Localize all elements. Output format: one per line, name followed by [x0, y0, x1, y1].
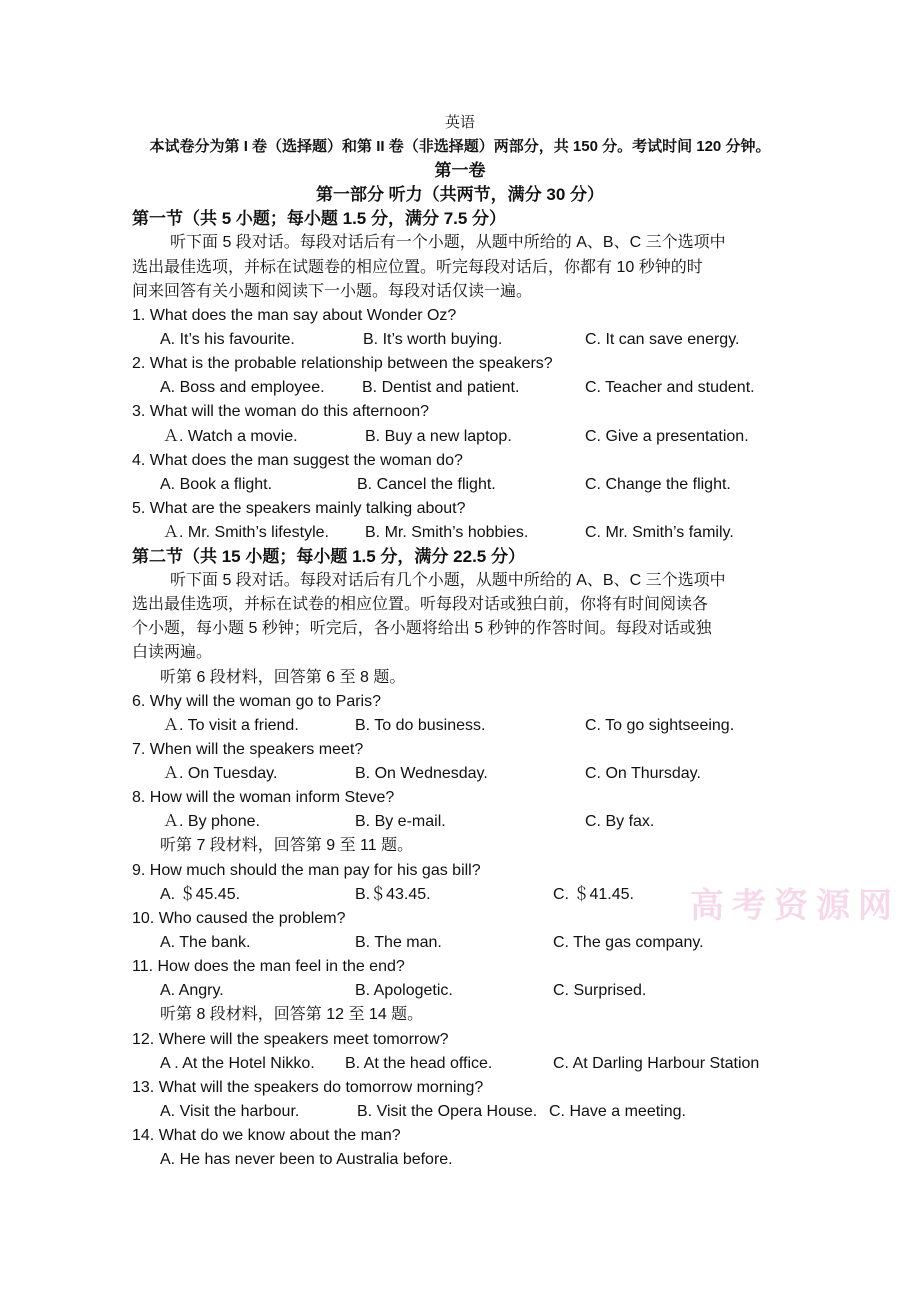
option-b: B. Visit the Opera House. — [357, 1103, 538, 1120]
question-1: 1. What does the man say about Wonder Oz? — [132, 307, 457, 324]
volume-heading: 第一卷 — [434, 161, 486, 180]
question-11: 11. How does the man feel in the end? — [132, 958, 405, 975]
option-b: B. Apologetic. — [355, 982, 453, 999]
section1-heading: 第一节（共 5 小题；每小题 1.5 分，满分 7.5 分） — [132, 209, 507, 228]
part-heading: 第一部分 听力（共两节，满分 30 分） — [315, 185, 605, 204]
option-c: C. ＄41.45. — [553, 886, 634, 903]
option-b: B. Cancel the flight. — [357, 476, 496, 493]
section2-instructions: 个小题，每小题 5 秒钟；听完后，各小题将给出 5 秒钟的作答时间。每段对话或独 — [132, 620, 712, 637]
watermark: 高考资源网 — [690, 887, 900, 925]
option-a: Ａ. Mr. Smith’s lifestyle. — [163, 524, 329, 541]
section2-heading: 第二节（共 15 小题；每小题 1.5 分，满分 22.5 分） — [132, 547, 525, 566]
option-a: A. Visit the harbour. — [160, 1103, 300, 1120]
material-8-note: 听第 8 段材料，回答第 12 至 14 题。 — [160, 1006, 424, 1023]
option-b: B. To do business. — [355, 717, 486, 734]
option-b: B. Dentist and patient. — [362, 379, 520, 396]
question-6: 6. Why will the woman go to Paris? — [132, 693, 381, 710]
section1-instructions: 选出最佳选项，并标在试题卷的相应位置。听完每段对话后，你都有 10 秒钟的时 — [132, 259, 703, 276]
option-c: C. At Darling Harbour Station — [553, 1055, 760, 1072]
option-a: A. The bank. — [160, 934, 251, 951]
option-b: B. It’s worth buying. — [363, 331, 503, 348]
option-c: C. Surprised. — [553, 982, 647, 999]
option-a: A. It’s his favourite. — [160, 331, 295, 348]
section2-instructions: 选出最佳选项，并标在试卷的相应位置。听每段对话或独白前，你将有时间阅读各 — [132, 596, 709, 613]
option-a: A. Book a flight. — [160, 476, 273, 493]
option-b: B. At the head office. — [345, 1055, 493, 1072]
section1-instructions: 间来回答有关小题和阅读下一小题。每段对话仅读一遍。 — [132, 283, 533, 300]
question-14: 14. What do we know about the man? — [132, 1127, 401, 1144]
option-c: C. Give a presentation. — [585, 428, 749, 445]
option-a: Ａ. On Tuesday. — [163, 765, 278, 782]
option-a: A. He has never been to Australia before. — [160, 1151, 453, 1168]
option-b: B. The man. — [355, 934, 442, 951]
option-b: B. On Wednesday. — [355, 765, 488, 782]
section2-instructions: 听下面 5 段对话。每段对话后有几个小题，从题中所给的 A、B、C 三个选项中 — [170, 572, 726, 589]
material-6-note: 听第 6 段材料，回答第 6 至 8 题。 — [160, 669, 406, 686]
option-c: C. Have a meeting. — [549, 1103, 686, 1120]
option-c: C. To go sightseeing. — [585, 717, 735, 734]
material-7-note: 听第 7 段材料，回答第 9 至 11 题。 — [160, 837, 414, 854]
option-c: C. Mr. Smith’s family. — [585, 524, 734, 541]
section1-instructions: 听下面 5 段对话。每段对话后有一个小题，从题中所给的 A、B、C 三个选项中 — [170, 234, 726, 251]
option-a: A . At the Hotel Nikko. — [160, 1055, 315, 1072]
intro-text: 本试卷分为第 I 卷（选择题）和第 II 卷（非选择题）两部分，共 150 分。考试时间 120 分钟。 — [149, 138, 771, 155]
option-c: C. On Thursday. — [585, 765, 701, 782]
option-c: C. By fax. — [585, 813, 655, 830]
question-5: 5. What are the speakers mainly talking about? — [132, 500, 466, 517]
option-c: C. The gas company. — [553, 934, 704, 951]
option-a: A. Angry. — [160, 982, 224, 999]
option-c: C. Teacher and student. — [585, 379, 755, 396]
section2-instructions: 白读两遍。 — [132, 644, 213, 661]
option-a: Ａ. By phone. — [163, 813, 260, 830]
option-a: A. ＄45.45. — [160, 886, 241, 903]
question-13: 13. What will the speakers do tomorrow morning? — [132, 1079, 484, 1096]
option-a: Ａ. Watch a movie. — [163, 428, 298, 445]
option-a: A. Boss and employee. — [160, 379, 325, 396]
question-4: 4. What does the man suggest the woman do? — [132, 452, 463, 469]
page-title: 英语 — [444, 114, 475, 131]
option-b: B. Mr. Smith’s hobbies. — [365, 524, 529, 541]
option-c: C. It can save energy. — [585, 331, 740, 348]
option-b: B. By e-mail. — [355, 813, 446, 830]
question-12: 12. Where will the speakers meet tomorrow? — [132, 1031, 449, 1048]
question-9: 9. How much should the man pay for his gas bill? — [132, 862, 481, 879]
option-b: B. Buy a new laptop. — [365, 428, 512, 445]
option-c: C. Change the flight. — [585, 476, 731, 493]
question-2: 2. What is the probable relationship between the speakers? — [132, 355, 553, 372]
question-3: 3. What will the woman do this afternoon? — [132, 403, 430, 420]
question-8: 8. How will the woman inform Steve? — [132, 789, 395, 806]
option-b: B.＄43.45. — [355, 886, 431, 903]
question-10: 10. Who caused the problem? — [132, 910, 346, 927]
question-7: 7. When will the speakers meet? — [132, 741, 364, 758]
option-a: Ａ. To visit a friend. — [163, 717, 299, 734]
